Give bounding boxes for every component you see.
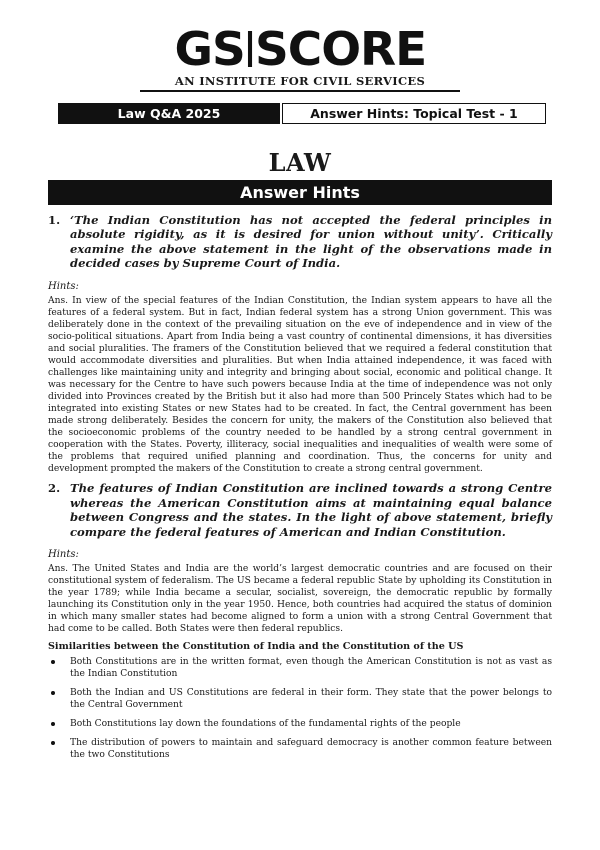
list-item: Both Constitutions are in the written format, even though the American Constitution is not as vast as the Indian Constitution xyxy=(48,656,552,680)
logo-tagline: AN INSTITUTE FOR CIVIL SERVICES xyxy=(174,74,426,88)
question-text: The features of Indian Constitution are inclined towards a strong Centre whereas the American Constitution aims at maintaining equal balance between Congress and the states. In the light of above statement, briefly compare the federal features of American and Indian Constitution. xyxy=(70,481,552,539)
logo-score: SCORE xyxy=(254,22,426,76)
logo-underline xyxy=(140,90,460,92)
question-number: 1. xyxy=(48,213,61,227)
question-number: 2. xyxy=(48,481,61,496)
similarities-list xyxy=(48,656,552,761)
header-test-label: Answer Hints: Topical Test - 1 xyxy=(282,103,546,124)
gs-score-logo xyxy=(0,22,600,92)
hints-label: Hints: xyxy=(48,280,79,292)
answer-paragraph: Ans. The United States and India are the world’s largest democratic countries and are focused on their constitutional system of federalism. The US became a federal republic State by upholding its Constitution in the year 1789; while India became a secular, socialist, sovereign, the democratic republic by formally launching its Constitution only in the year 1950. Hence, both countries had acquired the status of dominion in which many smaller states had become aligned to form a union with a strong Central Government that had come to be called. Both States were then federal republics. xyxy=(48,563,552,635)
logo-separator xyxy=(247,31,251,67)
list-item: Both Constitutions lay down the foundations of the fundamental rights of the people xyxy=(48,718,552,730)
answer-paragraph: Ans. In view of the special features of the Indian Constitution, the Indian system appears to have all the features of a federal system. But in fact, Indian federal system has a strong Union government. This was deliberately done in the context of the prevailing situation on the eve of independence and in view of the socio-political situations. Apart from India being a vast country of continental dimensions, it has diversities and social pluralities. The framers of the Constitution believed that we required a federal constitution that would accommodate diversities and pluralities. But when India attained independence, it was faced with challenges like maintaining unity and integrity and bringing about social, economic and political change. It was necessary for the Centre to have such powers because India at the time of independence was not only divided into Provinces created by the British but it also had more than 500 Princely States which had to be integrated into existing States or new States had to be created. In fact, the Central government has been made strong deliberately. Besides the concern for unity, the makers of the Constitution also believed that the socioeconomic problems of the country needed to be handled by a strong central government in cooperation with the States. Poverty, illiteracy, social inequalities and inequalities of wealth were some of the problems that required unified planning and coordination. Thus, the concerns for unity and development prompted the makers of the Constitution to create a strong central government. xyxy=(48,295,552,475)
content-body xyxy=(48,211,552,768)
answer-hints-banner: Answer Hints xyxy=(48,180,552,205)
list-item: Both the Indian and US Constitutions are federal in their form. They state that the power belongs to the Central Government xyxy=(48,687,552,711)
question-text: ‘The Indian Constitution has not accepted the federal principles in absolute rigidity, as it is desired for union without unity’. Critically examine the above statement in the light of the observations made in decided cases by Supreme Court of India. xyxy=(70,213,552,271)
similarities-heading: Similarities between the Constitution of India and the Constitution of the US xyxy=(48,641,464,653)
header-series-label: Law Q&A 2025 xyxy=(58,103,280,124)
bullet-icon xyxy=(51,722,55,726)
logo-gs: GS xyxy=(174,22,245,76)
question-1 xyxy=(48,213,552,271)
question-2 xyxy=(48,481,552,539)
page-title: LAW xyxy=(268,148,332,177)
hints-label: Hints: xyxy=(48,548,79,560)
bullet-icon xyxy=(51,741,55,745)
bullet-icon xyxy=(51,691,55,695)
list-item: The distribution of powers to maintain and safeguard democracy is another common feature between the two Constitutions xyxy=(48,737,552,761)
bullet-icon xyxy=(51,660,55,664)
